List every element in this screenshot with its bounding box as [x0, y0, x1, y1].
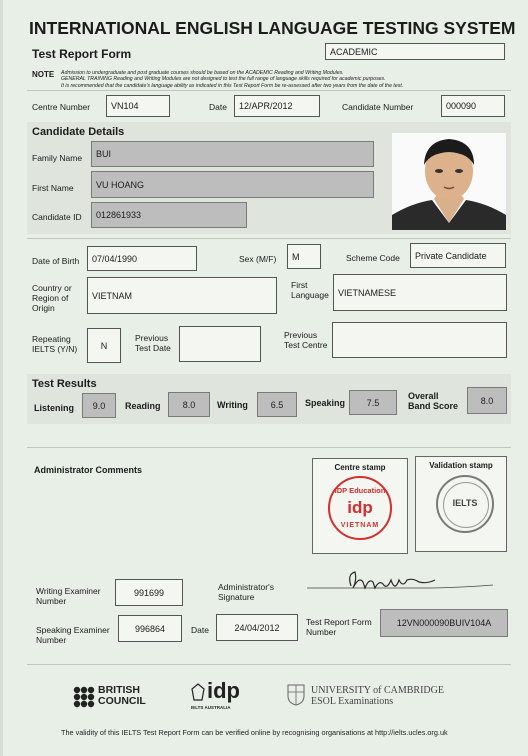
- idp-logo-sub: IELTS AUSTRALIA: [191, 705, 231, 710]
- writing-examiner-field: [115, 579, 183, 606]
- trf-number-field: [380, 609, 508, 637]
- writing-examiner-label: [36, 586, 101, 606]
- speaking-examiner-label-line-1: Speaking Examiner: [36, 625, 110, 635]
- trf-number-label: [306, 617, 372, 637]
- admin-signature-label-line-2: Signature: [218, 592, 255, 602]
- family-name-label: Family Name: [32, 153, 83, 163]
- first-name-field: [91, 171, 374, 198]
- centre-number-field: [106, 95, 170, 117]
- idp-stamp-seal: [328, 476, 392, 540]
- cambridge-logo: [287, 684, 457, 714]
- idp-logo-text: idp: [207, 678, 240, 703]
- footer-rule: [27, 664, 511, 665]
- centre-number-value: VN104: [111, 101, 139, 111]
- country-label-line-2: Region of: [32, 293, 69, 303]
- validation-stamp-label: Validation stamp: [429, 461, 493, 470]
- candidate-id-field: [91, 202, 247, 228]
- writing-value: 6.5: [270, 399, 284, 410]
- trf-number-label-line-1: Test Report Form: [306, 617, 372, 627]
- cambridge-line-1: UNIVERSITY of CAMBRIDGE: [311, 685, 444, 696]
- centre-stamp-box: [312, 458, 408, 554]
- module-value: ACADEMIC: [330, 46, 378, 57]
- results-section-title: Test Results: [32, 378, 97, 390]
- overall-score: [467, 387, 507, 414]
- reading-score: [168, 392, 210, 417]
- writing-label: Writing: [217, 400, 248, 410]
- admin-date-label: Date: [191, 625, 209, 635]
- scheme-label: Scheme Code: [346, 253, 400, 263]
- listening-value: 9.0: [92, 400, 106, 411]
- listening-score: [82, 393, 116, 418]
- speaking-examiner-field: [118, 615, 182, 642]
- prev-date-label-line-2: Test Date: [135, 343, 171, 353]
- sex-field: [287, 244, 321, 269]
- validation-logo: IELTS: [452, 498, 478, 508]
- validation-seal: [436, 475, 494, 533]
- repeating-value: N: [100, 340, 108, 351]
- cambridge-text: [311, 685, 444, 707]
- module-field: [325, 43, 505, 60]
- country-label-line-1: Country or: [32, 283, 72, 293]
- validity-text: The validity of this IELTS Test Report Form can be verified online by recognising organisations at http://ielts.ucles.org.uk: [61, 728, 448, 737]
- repeating-label: [32, 334, 77, 354]
- dob-field: [87, 246, 197, 271]
- country-field: [87, 277, 277, 314]
- scheme-field: [410, 243, 506, 268]
- dob-label: Date of Birth: [32, 256, 80, 266]
- reading-value: 8.0: [182, 399, 196, 410]
- personal-section-rule: [27, 238, 511, 239]
- overall-label: [408, 391, 458, 411]
- speaking-examiner-label-line-2: Number: [36, 635, 67, 645]
- british-council-line-2: COUNCIL: [98, 695, 146, 707]
- cambridge-line-2: ESOL Examinations: [311, 696, 394, 707]
- repeating-label-line-1: Repeating: [32, 334, 71, 344]
- admin-signature: [303, 566, 498, 598]
- speaking-label: Speaking: [305, 398, 346, 408]
- sex-value: M: [292, 251, 300, 262]
- writing-examiner-value: 991699: [133, 587, 165, 598]
- prev-centre-field: [332, 322, 507, 358]
- prev-date-label-line-1: Previous: [135, 333, 169, 343]
- overall-value: 8.0: [480, 395, 494, 406]
- repeating-field: [87, 328, 121, 363]
- admin-comments-label: Administrator Comments: [34, 465, 143, 475]
- listening-label: Listening: [34, 403, 74, 413]
- first-name-value: VU HOANG: [96, 179, 145, 190]
- speaking-examiner-value: 996864: [134, 623, 166, 634]
- sex-label: Sex (M/F): [239, 254, 277, 264]
- validation-stamp-box: [415, 456, 507, 552]
- trf-number-value: 12VN000090BUIV104A: [396, 618, 492, 628]
- candidate-number-field: [441, 95, 505, 117]
- trf-number-label-line-2: Number: [306, 627, 337, 637]
- candidate-section-title: Candidate Details: [32, 126, 125, 138]
- stamp-text-top: IDP Education: [334, 486, 386, 495]
- country-label-line-3: Origin: [32, 303, 55, 313]
- dob-value: 07/04/1990: [92, 253, 138, 264]
- country-value: VIETNAM: [92, 290, 133, 301]
- candidate-number-label: Candidate Number: [342, 102, 414, 112]
- stamp-text-bottom: VIETNAM: [340, 522, 380, 529]
- note-label: NOTE: [32, 70, 55, 79]
- first-language-value: VIETNAMESE: [338, 287, 397, 298]
- british-council-line-1: BRITISH: [98, 684, 140, 696]
- note-line-3: It is recommended that the candidate's language ability as indicated in this Test Report Form be re-assessed after two years from the date of the test.: [61, 82, 404, 89]
- writing-score: [257, 392, 297, 417]
- note-line-1: Admission to undergraduate and post graduate courses should be based on the ACADEMIC Reading and Writing Modules.: [61, 70, 344, 76]
- writing-examiner-label-line-2: Number: [36, 596, 67, 606]
- note-text: [61, 70, 501, 89]
- speaking-value: 7.5: [366, 397, 380, 408]
- candidate-id-label: Candidate ID: [32, 212, 82, 222]
- first-language-label: [291, 280, 329, 300]
- prev-date-field: [179, 326, 261, 362]
- speaking-score: [349, 390, 397, 415]
- overall-label-line-1: Overall: [408, 391, 439, 401]
- first-language-label-line-1: First: [291, 280, 308, 290]
- repeating-label-line-2: IELTS (Y/N): [32, 344, 78, 354]
- family-name-field: [91, 141, 374, 167]
- form-title: Test Report Form: [32, 47, 132, 61]
- admin-signature-label-line-1: Administrator's: [218, 582, 274, 592]
- date-label: Date: [209, 102, 227, 112]
- candidate-number-value: 000090: [446, 101, 477, 111]
- stamp-logo: idp: [347, 498, 373, 517]
- first-name-label: First Name: [32, 183, 74, 193]
- idp-logo: [191, 678, 251, 715]
- date-field: [234, 95, 320, 117]
- date-value: 12/APR/2012: [239, 101, 293, 111]
- admin-signature-label: [218, 582, 274, 602]
- british-council-logo: [73, 683, 153, 713]
- candidate-photo: [392, 133, 506, 230]
- speaking-examiner-label: [36, 625, 110, 645]
- prev-centre-label-line-1: Previous: [284, 330, 318, 340]
- prev-centre-label: [284, 330, 327, 350]
- first-language-label-line-2: Language: [291, 290, 329, 300]
- admin-date-value: 24/04/2012: [234, 622, 280, 633]
- country-label: [32, 283, 72, 313]
- first-language-field: [333, 274, 507, 311]
- admin-section-rule: [27, 447, 511, 448]
- scheme-value: Private Candidate: [415, 250, 487, 261]
- page-title: INTERNATIONAL ENGLISH LANGUAGE TESTING SYSTEM: [29, 18, 516, 38]
- centre-section-rule: [27, 90, 511, 91]
- prev-date-label: [135, 333, 171, 353]
- british-council-text: [98, 685, 146, 707]
- family-name-value: BUI: [96, 149, 112, 159]
- note-line-2: GENERAL TRAINING Reading and Writing Modules are not designed to test the full range of language skills required for academic purposes.: [61, 76, 386, 83]
- candidate-id-value: 012861933: [96, 210, 142, 220]
- reading-label: Reading: [125, 401, 161, 411]
- centre-stamp-label: Centre stamp: [334, 463, 386, 472]
- prev-centre-label-line-2: Test Centre: [284, 340, 328, 350]
- admin-date-field: [216, 614, 298, 641]
- overall-label-line-2: Band Score: [408, 401, 459, 411]
- writing-examiner-label-line-1: Writing Examiner: [36, 586, 101, 596]
- centre-number-label: Centre Number: [32, 102, 91, 112]
